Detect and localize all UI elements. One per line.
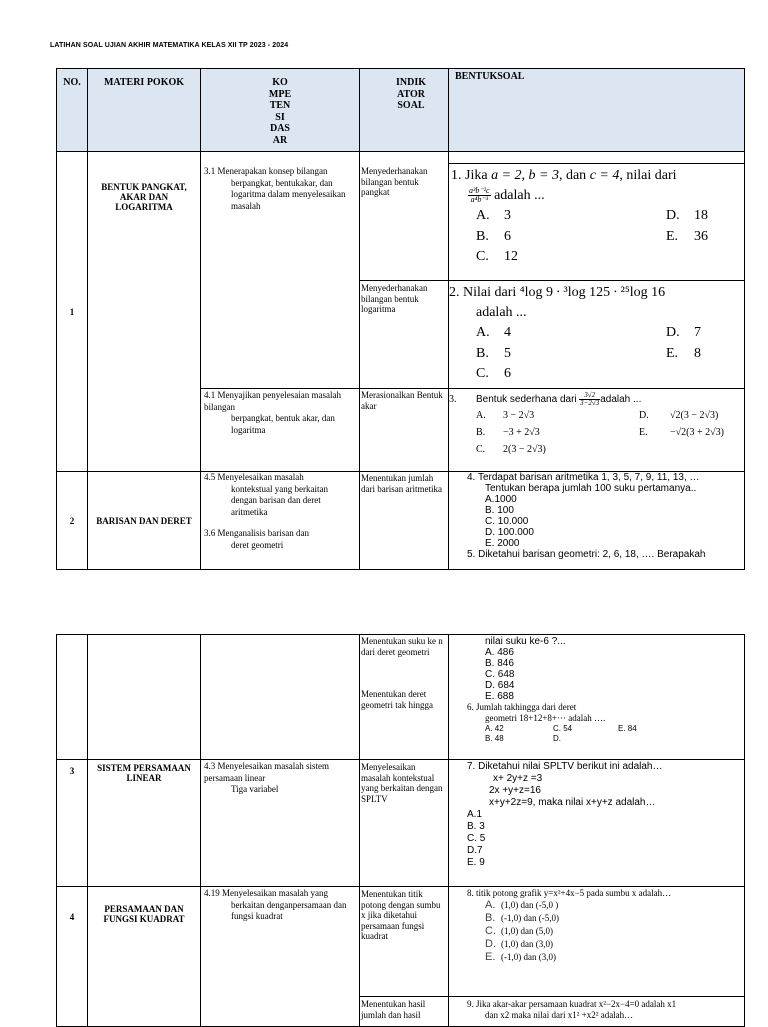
table-row bbox=[57, 152, 745, 281]
header-kompetensi: KO MPE TEN SI DAS AR bbox=[201, 69, 360, 152]
question-8: 8. titik potong grafik y=x²+4x−5 pada sumbu x adalah… A. (1,0) dan (-5,0 ) B. (-1,0) dan (-5,0) C. (1,0) dan (5,0) D. (1,0) dan (3,0) E. (-1,0) dan (3,0) bbox=[449, 887, 745, 997]
header-bentuk-soal: BENTUKSOAL bbox=[449, 69, 745, 152]
materi-pokok: PERSAMAAN DAN FUNGSI KUADRAT bbox=[88, 887, 201, 1027]
kompetensi-dasar: 4.1 Menyajikan penyelesaian masalah bilangan berpangkat, bentuk akar, dan logaritma bbox=[201, 389, 360, 472]
materi-pokok: SISTEM PERSAMAAN LINEAR bbox=[88, 760, 201, 887]
kompetensi-dasar bbox=[201, 635, 360, 760]
indikator-soal: Menyelesaikan masalah kontekstual yang berkaitan dengan SPLTV bbox=[360, 760, 449, 887]
row-number: 2 bbox=[57, 472, 88, 570]
row-number bbox=[57, 635, 88, 760]
questions-5-6: nilai suku ke-6 ?... A. 486 B. 846 C. 648 D. 684 E. 688 6. Jumlah takhingga dari deret geometri 18+12+8+··· adalah …. A. 42 C. 54 E. 84 B. 48 D. bbox=[449, 635, 745, 760]
indikator-soal: Menyederhanakan bilangan bentuk pangkat bbox=[360, 152, 449, 281]
questions-4-5: 4. Terdapat barisan aritmetika 1, 3, 5, 7, 9, 11, 13, … Tentukan berapa jumlah 100 suku pertamanya.. A.1000 B. 100 C. 10.000 D. 100.000 E. 2000 5. Diketahui barisan geometri: 2, 6, 18, …. Berapakah bbox=[449, 472, 745, 570]
table-row bbox=[57, 635, 745, 760]
fraction: $\frac{\text{a³b⁻²c}}{\text{a⁴b⁻³}}$ bbox=[469, 186, 490, 205]
header-indikator: INDIK ATOR SOAL bbox=[360, 69, 449, 152]
row-number: 3 bbox=[57, 760, 88, 887]
kompetensi-dasar: 3.1 Menerapakan konsep bilangan berpangkat, bentukakar, dan logaritma dalam menyelesaikan masalah bbox=[201, 152, 360, 389]
exam-grid-table-1 bbox=[56, 68, 745, 570]
kompetensi-dasar: 4.19 Menyelesaikan masalah yang berkaitan denganpersamaan dan fungsi kuadrat bbox=[201, 887, 360, 1027]
question-3: 3. Bentuk sederhana dari $\frac{3√2}{3-2√3}$ adalah ... A. 3 − 2√3 D. √2(3 − 2√3) B. −3 + 2√3 E. −√2(3 + 2√3) C. 2(3 − 2√3) bbox=[449, 389, 745, 472]
materi-pokok: BENTUK PANGKAT, AKAR DAN LOGARITMA bbox=[88, 152, 201, 472]
question-1: 1. Jika a = 2, b = 3, dan c = 4, nilai dari $\frac{\text{a³b⁻²c}}{\text{a⁴b⁻³}}$ adalah ... A. 3 D. 18 B. 6 E. 36 C. 12 bbox=[449, 152, 745, 281]
materi-pokok bbox=[88, 635, 201, 760]
table-row bbox=[57, 887, 745, 997]
question-2: 2. Nilai dari ⁴log 9 ∙ ³log 125 ∙ ²⁵log 16 adalah ... A. 4 D. 7 B. 5 E. 8 C. 6 bbox=[449, 281, 745, 389]
question-7: 7. Diketahui nilai SPLTV berikut ini adalah… x+ 2y+z =3 2x +y+z=16 x+y+2z=9, maka nilai x+y+z adalah… A.1 B. 3 C. 5 D.7 E. 9 bbox=[449, 760, 745, 887]
indikator-soal: Menentukan suku ke n dari deret geometri Menentukan deret geometri tak hingga bbox=[360, 635, 449, 760]
indikator-soal: Menentukan hasil jumlah dan hasil bbox=[360, 997, 449, 1027]
indikator-soal: Merasionalkan Bentuk akar bbox=[360, 389, 449, 472]
question-9: 9. Jika akar-akar persamaan kuadrat x²−2x−4=0 adalah x1 dan x2 maka nilai dari x1² +x2² adalah… bbox=[449, 997, 745, 1027]
table-header-row bbox=[57, 69, 745, 152]
table-row bbox=[57, 472, 745, 570]
indikator-soal: Menyederhanakan bilangan bentuk logaritma bbox=[360, 281, 449, 389]
kompetensi-dasar: 4.3 Menyelesaikan masalah sistem persamaan linear Tiga variabel bbox=[201, 760, 360, 887]
exam-grid-table-2 bbox=[56, 634, 745, 1027]
table-row bbox=[57, 760, 745, 887]
header-no: NO. bbox=[57, 69, 88, 152]
materi-pokok: BARISAN DAN DERET bbox=[88, 472, 201, 570]
row-number: 4 bbox=[57, 887, 88, 1027]
kompetensi-dasar: 4.5 Menyelesaikan masalah kontekstual yang berkaitan dengan barisan dan deret aritmetika 3.6 Menganalisis barisan dan deret geometri bbox=[201, 472, 360, 570]
document-title: LATIHAN SOAL UJIAN AKHIR MATEMATIKA KELAS XII TP 2023 - 2024 bbox=[50, 42, 289, 49]
indikator-soal: Menentukan titik potong dengan sumbu x jika diketahui persamaan fungsi kuadrat bbox=[360, 887, 449, 997]
fraction: $\frac{3√2}{3-2√3}$ bbox=[580, 391, 600, 407]
header-materi: MATERI POKOK bbox=[88, 69, 201, 152]
row-number: 1 bbox=[57, 152, 88, 472]
indikator-soal: Menentukan jumlah dari barisan aritmetika bbox=[360, 472, 449, 570]
